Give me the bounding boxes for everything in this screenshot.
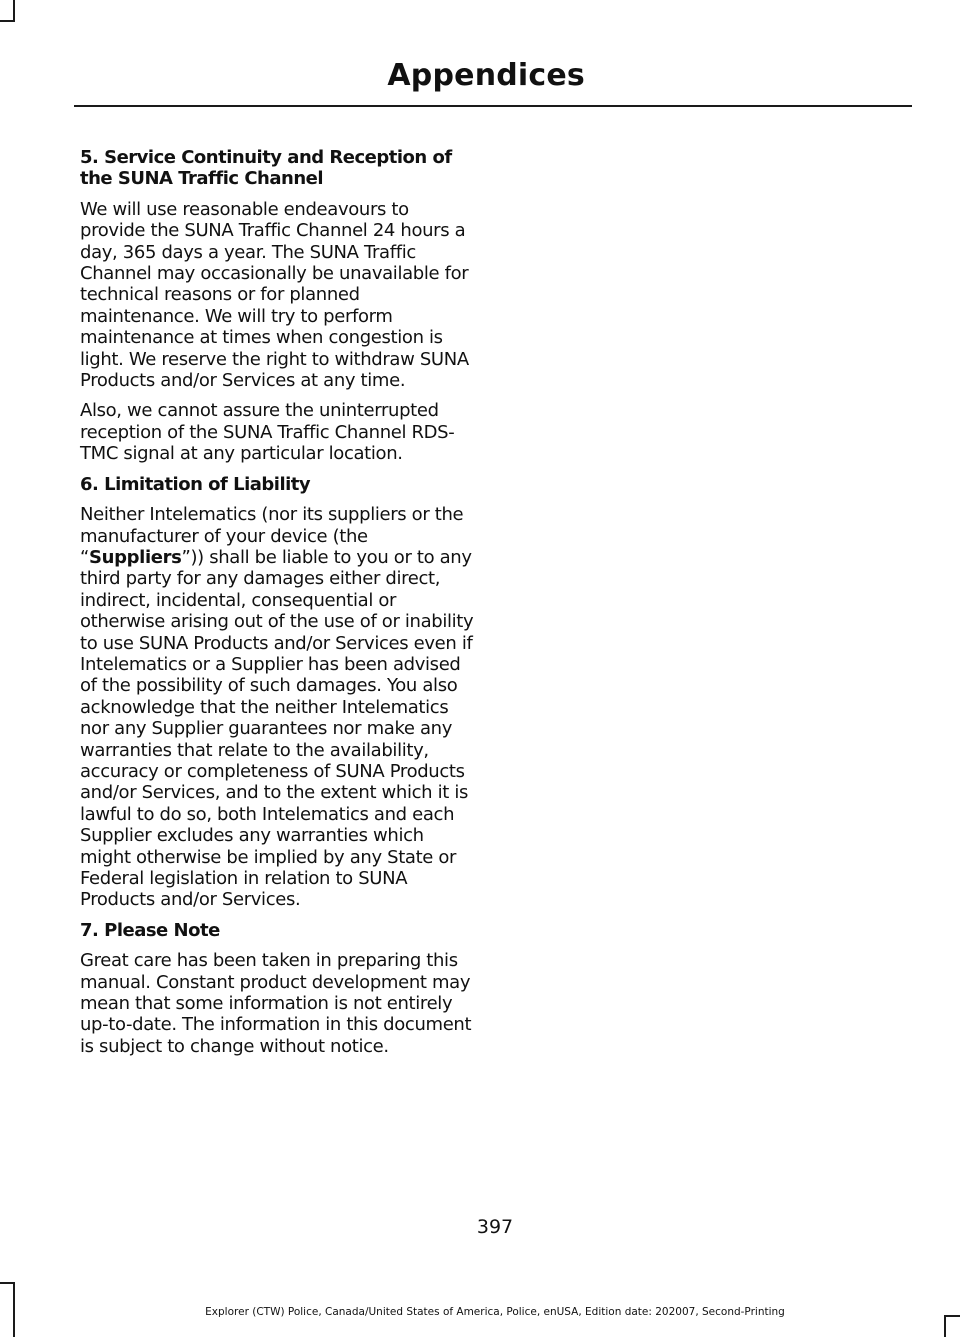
- crop-mark-top-left-h: [0, 20, 15, 22]
- page-footer: Explorer (CTW) Police, Canada/United States of America, Police, enUSA, Edition date: 202007, Second-Printing: [205, 1306, 785, 1318]
- text-span: Neither Intelematics (nor its suppliers or the manufacturer of your device (the “: [80, 504, 464, 568]
- crop-mark-top-left: [13, 0, 15, 20]
- section-heading-service-continuity: 5. Service Continuity and Reception of the SUNA Traffic Channel: [80, 147, 452, 190]
- header-divider: [74, 105, 912, 107]
- page-number: 397: [476, 1216, 514, 1238]
- section-heading-limitation-of-liability: 6. Limitation of Liability: [80, 473, 311, 495]
- paragraph: We will use reasonable endeavours to provide the SUNA Traffic Channel 24 hours a day, 365 days a year. The SUNA Traffic Channel may occasionally be unavailable for technical reasons or for planned maintenance. We will try to perform maintenance at times when congestion is light. We reserve the right to withdraw SUNA Products and/or Services at any time.: [80, 198, 469, 392]
- main-content: [80, 147, 478, 1066]
- text-span: ”)) shall be liable to you or to any third party for any damages either direct, indirect, incidental, consequential or otherwise arising out of the use of or inability to use SUNA Products and/or Services even if Intelematics or a Supplier has been advised of the possibility of such damages. You also acknowledge that the neither Intelematics nor any Supplier guarantees nor make any warranties that relate to the availability, accuracy or completeness of SUNA Products and/or Services, and to the extent which it is lawful to do so, both Intelematics and each Supplier excludes any warranties which might otherwise be implied by any State or Federal legislation in relation to SUNA Products and/or Services.: [80, 546, 474, 911]
- paragraph-liability: [80, 504, 478, 911]
- crop-mark-bottom-right: [944, 1315, 946, 1337]
- paragraph: Also, we cannot assure the uninterrupted reception of the SUNA Traffic Channel RDS-TMC signal at any particular location.: [80, 400, 455, 465]
- paragraph: Great care has been taken in preparing this manual. Constant product development may mean that some information is not entirely up-to-date. The information in this document is subject to change without notice.: [80, 950, 472, 1057]
- section-heading-please-note: 7. Please Note: [80, 919, 220, 941]
- defined-term-suppliers: Suppliers: [88, 546, 182, 568]
- page-title: Appendices: [387, 58, 585, 93]
- crop-mark-bottom-left-h: [0, 1282, 15, 1284]
